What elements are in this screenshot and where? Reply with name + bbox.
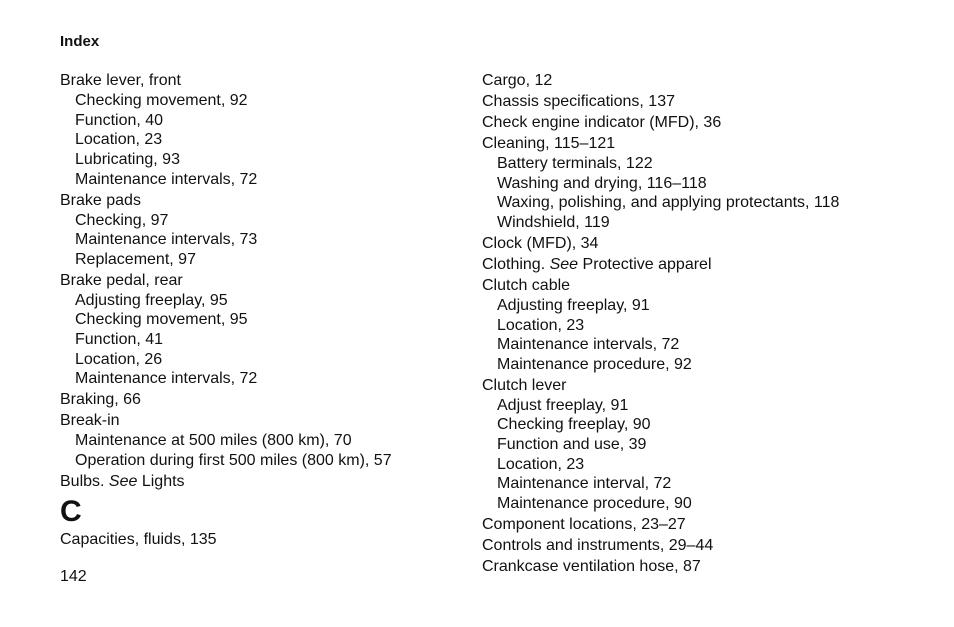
- entry-text: Maintenance intervals, 73: [75, 231, 258, 249]
- index-subentry: [482, 474, 922, 494]
- entry-text: Lubricating, 93: [75, 151, 180, 169]
- entry-text: Washing and drying, 116–118: [497, 174, 707, 192]
- entry-text: Function, 40: [75, 111, 164, 129]
- entry-text: Maintenance interval, 72: [497, 475, 672, 493]
- entry-text: Location, 23: [497, 455, 585, 473]
- index-subentry: [482, 193, 922, 213]
- index-column-right: [482, 70, 922, 577]
- index-subentry: [60, 350, 460, 370]
- index-subentry: [60, 170, 460, 190]
- entry-text: Checking movement, 92: [75, 92, 248, 109]
- entry-text: Waxing, polishing, and applying protectants, 118: [497, 194, 840, 212]
- entry-text: Checking movement, 95: [75, 311, 248, 329]
- entry-text: Component locations, 23–27: [482, 515, 686, 533]
- index-subentry: [60, 451, 460, 471]
- index-entry: [482, 376, 922, 396]
- index-subentry: [60, 431, 460, 451]
- index-subentry: [482, 316, 922, 336]
- index-subentry: [482, 335, 922, 355]
- entry-text: Adjusting freeplay, 91: [497, 296, 650, 314]
- index-subentry: [60, 250, 460, 270]
- entry-text: Cargo, 12: [482, 72, 553, 89]
- index-entry: [482, 71, 922, 91]
- entry-text: Adjusting freeplay, 95: [75, 291, 228, 309]
- entry-text: Clutch lever: [482, 376, 567, 394]
- index-entry: [60, 411, 460, 431]
- index-entry: [482, 557, 922, 577]
- index-entry: [482, 276, 922, 296]
- index-subentry: [482, 154, 922, 174]
- index-entry: [482, 234, 922, 254]
- entry-text: Brake pedal, rear: [60, 271, 183, 289]
- index-subentry: [482, 296, 922, 316]
- entry-text: Battery terminals, 122: [497, 155, 653, 172]
- entry-text: Braking, 66: [60, 391, 141, 409]
- entry-text: Adjust freeplay, 91: [497, 396, 629, 414]
- index-subentry: [60, 130, 460, 150]
- entry-text: C: [60, 494, 82, 528]
- index-subentry: [482, 396, 922, 416]
- index-entry: [482, 255, 922, 275]
- index-subentry: [60, 111, 460, 131]
- index-header: Index: [60, 33, 100, 50]
- entry-text: Function and use, 39: [497, 436, 647, 454]
- entry-text: Maintenance intervals, 72: [75, 370, 258, 388]
- entry-text: Maintenance procedure, 90: [497, 495, 692, 513]
- index-entry: [482, 113, 922, 133]
- entry-text: Clutch cable: [482, 276, 571, 294]
- index-subentry: [60, 230, 460, 250]
- index-entry: [482, 92, 922, 112]
- entry-text: Checking freeplay, 90: [497, 416, 651, 434]
- entry-text: Location, 23: [497, 316, 585, 334]
- entry-text: Operation during first 500 miles (800 km), 57: [75, 451, 392, 469]
- index-entry: [60, 271, 460, 291]
- entry-text: Checking, 97: [75, 211, 169, 229]
- see-target: Protective apparel: [582, 255, 712, 273]
- index-subentry: [60, 369, 460, 389]
- index-entry: [60, 191, 460, 211]
- entry-text: Maintenance at 500 miles (800 km), 70: [75, 432, 352, 450]
- index-subentry: [60, 330, 460, 350]
- index-subentry: [482, 415, 922, 435]
- index-column-left: [60, 70, 460, 550]
- index-subentry: [60, 291, 460, 311]
- index-entry: [60, 472, 460, 492]
- entry-text: Controls and instruments, 29–44: [482, 536, 714, 554]
- see-reference: See: [108, 472, 138, 490]
- entry-text: Clock (MFD), 34: [482, 234, 599, 252]
- index-subentry: [60, 91, 460, 111]
- index-subentry: [60, 150, 460, 170]
- entry-text: Brake lever, front: [60, 72, 181, 89]
- index-subentry: [60, 310, 460, 330]
- entry-text: Chassis specifications, 137: [482, 93, 675, 110]
- entry-text: Cleaning, 115–121: [482, 135, 616, 152]
- see-target: Lights: [141, 472, 185, 490]
- entry-text: Function, 41: [75, 331, 164, 349]
- index-entry: [482, 536, 922, 556]
- index-entry: [60, 71, 460, 91]
- index-subentry: [482, 355, 922, 375]
- see-reference: See: [549, 255, 579, 273]
- entry-text: Clothing.: [482, 255, 546, 273]
- index-entry: [60, 390, 460, 410]
- index-subentry: [482, 455, 922, 475]
- entry-text: Windshield, 119: [497, 214, 610, 232]
- entry-text: Location, 23: [75, 131, 163, 149]
- entry-text: Bulbs.: [60, 472, 105, 490]
- index-subentry: [482, 435, 922, 455]
- entry-text: Capacities, fluids, 135: [60, 530, 217, 548]
- index-entry: [482, 134, 922, 154]
- index-entry: [482, 515, 922, 535]
- entry-text: Break-in: [60, 412, 120, 430]
- entry-text: Crankcase ventilation hose, 87: [482, 557, 701, 575]
- entry-text: Replacement, 97: [75, 250, 196, 268]
- entry-text: Maintenance intervals, 72: [497, 336, 680, 354]
- index-entry: [60, 530, 460, 550]
- entry-text: Check engine indicator (MFD), 36: [482, 114, 722, 131]
- entry-text: Maintenance intervals, 72: [75, 170, 258, 188]
- index-subentry: [482, 174, 922, 194]
- entry-text: Maintenance procedure, 92: [497, 355, 692, 373]
- entry-text: Brake pads: [60, 191, 141, 209]
- index-subentry: [482, 213, 922, 233]
- page-number: 142: [60, 568, 87, 585]
- index-subentry: [60, 211, 460, 231]
- index-subentry: [482, 494, 922, 514]
- index-letter-heading: [60, 496, 460, 528]
- entry-text: Location, 26: [75, 350, 163, 368]
